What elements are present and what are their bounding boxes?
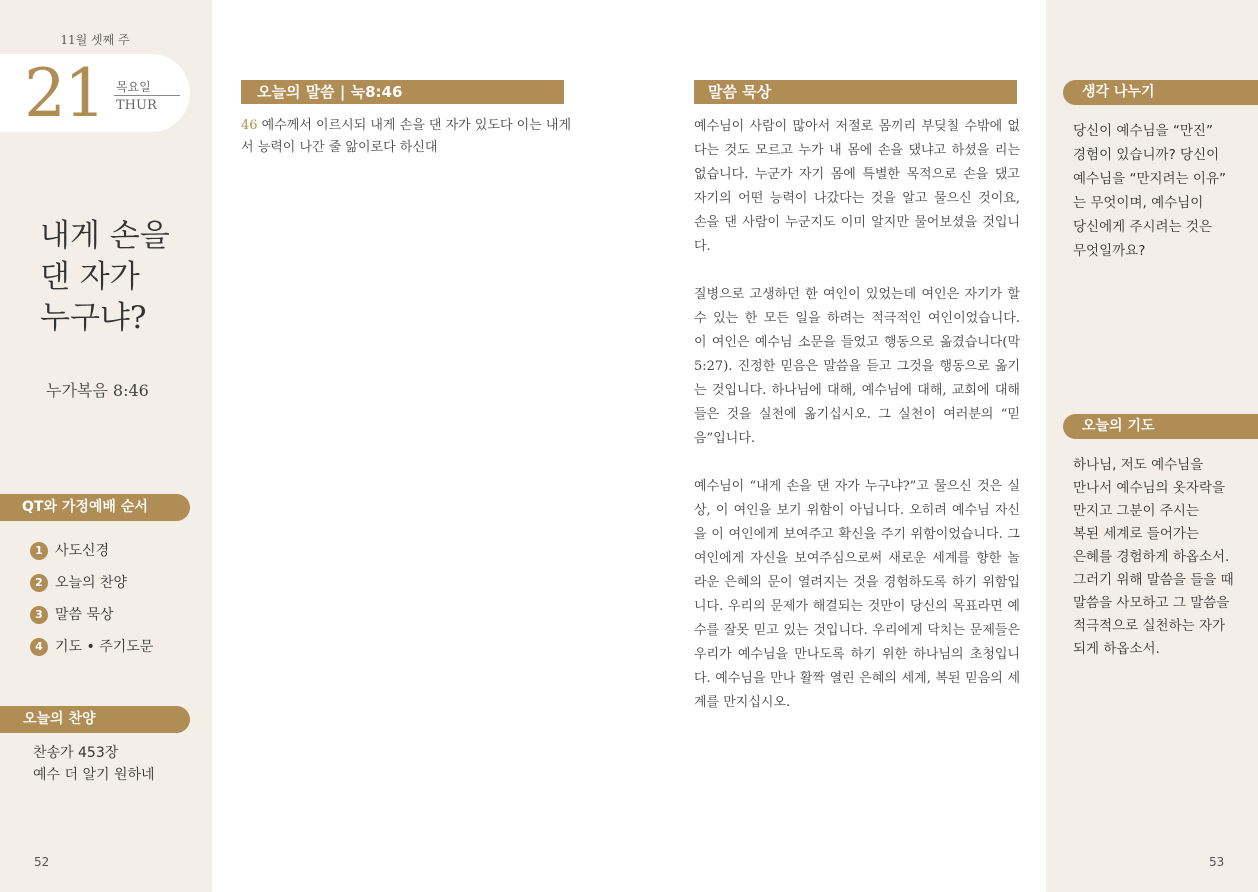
prayer-line: 만나서 예수님의 옷자락을 xyxy=(1073,480,1226,496)
list-item xyxy=(30,604,153,636)
prayer-text xyxy=(1073,454,1253,661)
page-number-right: 53 xyxy=(1209,855,1225,869)
weekday-korean: 목요일 xyxy=(116,80,151,94)
meditation-paragraph: 예수님이 “내게 손을 댄 자가 누구냐?”고 물으신 것은 실상, 이 여인을 보기 위함이 아닙니다. 오히려 예수님 자신을 이 여인에게 보여주고 확신을 주기 위함이었습니다. 그 여인에게 자신을 보여주심으로써 새로운 세계를 향한 놀라운 은혜의 문이 열려지는 것을 경험하도록 하기 위함입니다. 우리의 문제가 해결되는 것만이 당신의 목표라면 예수를 잘못 믿고 있는 것입니다. 우리에게 닥치는 문제들은 우리가 예수님을 만나도록 하기 위한 하나님의 초청입니다. 예수님을 만나 활짝 열린 은혜의 세계, 복된 믿음의 세계를 만지십시오. xyxy=(694,479,1020,710)
list-item-label: 사도신경 xyxy=(55,543,110,559)
list-item-label: 말씀 묵상 xyxy=(55,607,114,623)
number-badge: 2 xyxy=(30,574,48,592)
list-item-label: 기도 • 주기도문 xyxy=(55,639,154,655)
verse-section-label: 오늘의 말씀 | 눅8:46 xyxy=(241,80,564,104)
weekday-divider xyxy=(114,95,180,96)
meditation-paragraph: 질병으로 고생하던 한 여인이 있었는데 여인은 자기가 할 수 있는 한 모든 일을 하려는 적극적인 여인이었습니다. 이 여인은 예수님 소문을 들었고 행동으로 옮겼습니다(막5:27). 진정한 믿음은 말씀을 듣고 그것을 행동으로 옮기는 것입니다. 하나님에 대해, 예수님에 대해, 교회에 대해 들은 것을 실천에 옮기십시오. 그 실천이 여러분의 “믿음”입니다. xyxy=(694,287,1020,446)
praise-text xyxy=(33,742,155,786)
list-item-label: 오늘의 찬양 xyxy=(55,575,128,591)
think-line: 당신에게 주시려는 것은 xyxy=(1073,219,1212,235)
praise-section-label: 오늘의 찬양 xyxy=(0,706,190,733)
prayer-line: 적극적으로 실천하는 자가 xyxy=(1073,618,1226,634)
page-number-left: 52 xyxy=(34,855,50,869)
verse-number: 46 xyxy=(241,118,258,133)
title-line: 내게 손을 xyxy=(40,218,170,254)
number-badge: 1 xyxy=(30,542,48,560)
week-label: 11월 셋째 주 xyxy=(60,33,130,47)
think-line: 는 무엇이며, 예수님이 xyxy=(1073,195,1204,211)
list-item xyxy=(30,572,153,604)
prayer-line: 되게 하옵소서. xyxy=(1073,641,1160,657)
meditation-paragraph: 예수님이 사람이 많아서 저절로 몸끼리 부딪칠 수밖에 없다는 것도 모르고 누가 내 몸에 손을 댔냐고 하셨을 리는 없습니다. 누군가 자기 몸에 특별한 목적으로 손을 댔고 자기의 어떤 능력이 나갔다는 것을 알고 물으신 것이요, 손을 댄 사람이 누군지도 이미 알지만 물어보셨을 것입니다. xyxy=(694,119,1020,254)
title-line: 댄 자가 xyxy=(40,259,140,295)
list-item xyxy=(30,636,153,668)
prayer-line: 은혜를 경험하게 하옵소서. xyxy=(1073,549,1230,565)
title-line: 누구냐? xyxy=(40,300,147,336)
praise-line: 예수 더 알기 원하네 xyxy=(33,767,155,783)
meditation-text xyxy=(694,115,1020,739)
verse-body: 예수께서 이르시되 내게 손을 댄 자가 있도다 이는 내게서 능력이 나간 줄 앎이로다 하신대 xyxy=(241,118,572,155)
title-reference: 누가복음 8:46 xyxy=(46,381,149,400)
prayer-line: 말씀을 사모하고 그 말씀을 xyxy=(1073,595,1230,611)
order-list xyxy=(30,540,153,668)
prayer-line: 그러기 위해 말씀을 들을 때 xyxy=(1073,572,1234,588)
day-number: 21 xyxy=(24,55,104,132)
verse-text xyxy=(241,115,571,159)
list-item xyxy=(30,540,153,572)
think-line: 예수님을 “만지려는 이유” xyxy=(1073,171,1226,187)
page-title xyxy=(40,216,210,339)
think-section-label: 생각 나누기 xyxy=(1063,80,1258,105)
weekday-english: THUR xyxy=(116,98,157,113)
think-line: 경험이 있습니까? 당신이 xyxy=(1073,147,1220,163)
prayer-section-label: 오늘의 기도 xyxy=(1063,414,1258,439)
number-badge: 4 xyxy=(30,638,48,656)
number-badge: 3 xyxy=(30,606,48,624)
prayer-line: 복된 세계로 들어가는 xyxy=(1073,526,1199,542)
left-sidebar xyxy=(0,0,212,892)
think-line: 무엇일까요? xyxy=(1073,243,1146,259)
praise-line: 찬송가 453장 xyxy=(33,745,119,761)
think-line: 당신이 예수님을 “만진” xyxy=(1073,123,1213,139)
meditation-section-label: 말씀 묵상 xyxy=(694,80,1017,104)
think-text xyxy=(1073,119,1243,263)
prayer-line: 만지고 그분이 주시는 xyxy=(1073,503,1199,519)
prayer-line: 하나님, 저도 예수님을 xyxy=(1073,457,1204,473)
date-box xyxy=(0,54,190,132)
order-section-label: QT와 가정예배 순서 xyxy=(0,494,190,521)
